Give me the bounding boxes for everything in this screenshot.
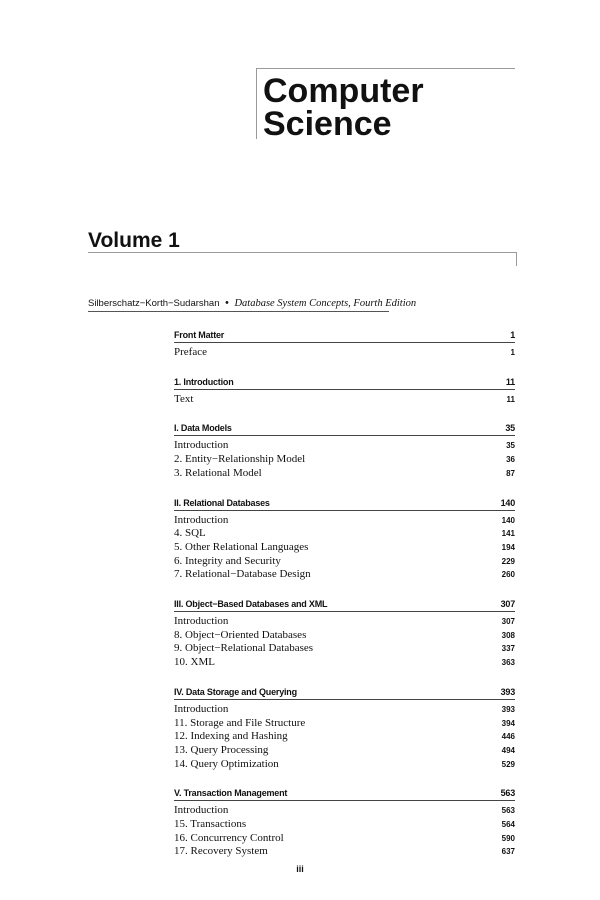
- toc-section-title: Front Matter: [174, 330, 225, 340]
- toc-section: [174, 598, 515, 670]
- toc-entry-label: 16. Concurrency Control: [174, 831, 284, 844]
- book-line: [88, 297, 417, 312]
- toc-entry-label: 12. Indexing and Hashing: [174, 730, 288, 743]
- toc-entry[interactable]: [174, 744, 515, 758]
- toc-entry-page: 393: [501, 704, 515, 714]
- toc-section-page: 307: [500, 599, 515, 610]
- toc-entry-page: 494: [501, 745, 515, 755]
- toc-entry-page: 363: [501, 658, 515, 668]
- volume-rule-tick: [516, 252, 517, 266]
- toc-entry-label: 7. Relational−Database Design: [174, 568, 311, 581]
- toc-entry-page: 141: [501, 529, 515, 539]
- toc-section: [174, 376, 515, 407]
- toc-section-heading[interactable]: [174, 376, 515, 390]
- toc-entry-page: 307: [501, 617, 515, 627]
- toc-entry-page: 308: [501, 630, 515, 640]
- toc-section-page: 393: [500, 686, 515, 697]
- toc-entry-page: 87: [506, 468, 515, 478]
- toc-entry-page: 564: [501, 820, 515, 830]
- toc-entry[interactable]: [174, 656, 515, 670]
- page-number: iii: [296, 864, 304, 874]
- book-authors: Silberschatz−Korth−Sudarshan: [88, 298, 220, 309]
- toc-entry-page: 563: [501, 806, 515, 816]
- toc-section-heading[interactable]: [174, 787, 515, 801]
- toc-section: [174, 686, 515, 772]
- toc-entry-label: 11. Storage and File Structure: [174, 716, 306, 729]
- toc-entry-label: 17. Recovery System: [174, 845, 268, 858]
- toc-entry-page: 229: [501, 556, 515, 566]
- title-line-1: Computer: [263, 72, 424, 110]
- toc-entry[interactable]: [174, 467, 515, 481]
- bullet-separator: •: [225, 298, 229, 309]
- toc-entry[interactable]: [174, 845, 515, 859]
- toc-entry[interactable]: [174, 615, 515, 629]
- page-title: [263, 72, 424, 143]
- toc-entry[interactable]: [174, 730, 515, 744]
- toc-section-heading[interactable]: [174, 422, 515, 436]
- toc-entry-page: 394: [501, 718, 515, 728]
- toc-entry-label: 2. Entity−Relationship Model: [174, 453, 306, 466]
- toc-entry-label: Text: [174, 392, 194, 405]
- toc-section-page: 563: [500, 788, 515, 799]
- toc-entry[interactable]: [174, 439, 515, 453]
- toc-entry-label: Introduction: [174, 439, 229, 452]
- toc-entry-page: 637: [501, 847, 515, 857]
- toc-entry-label: 14. Query Optimization: [174, 757, 279, 770]
- toc-section-heading[interactable]: [174, 686, 515, 700]
- toc-section: [174, 422, 515, 480]
- toc-entry-label: 6. Integrity and Security: [174, 554, 281, 567]
- toc-entry-page: 11: [506, 394, 515, 404]
- toc-section-page: 11: [505, 376, 515, 387]
- toc-section-heading[interactable]: [174, 329, 515, 343]
- toc-entry[interactable]: [174, 514, 515, 528]
- toc-entry[interactable]: [174, 568, 515, 582]
- book-title: Database System Concepts, Fourth Edition: [234, 298, 417, 309]
- toc-section-heading[interactable]: [174, 598, 515, 612]
- toc-entry[interactable]: [174, 541, 515, 555]
- toc-entry[interactable]: [174, 527, 515, 541]
- toc-entry-label: Introduction: [174, 615, 229, 628]
- toc-entry-label: 8. Object−Oriented Databases: [174, 628, 307, 641]
- toc-entry[interactable]: [174, 629, 515, 643]
- toc-entry[interactable]: [174, 642, 515, 656]
- toc-section-page: 35: [505, 423, 515, 434]
- toc-entry[interactable]: [174, 804, 515, 818]
- toc-entry-page: 36: [506, 455, 515, 465]
- toc-entry-label: Introduction: [174, 702, 229, 715]
- toc-section-heading[interactable]: [174, 497, 515, 511]
- toc-section-title: 1. Introduction: [174, 376, 234, 387]
- toc-entry-page: 140: [501, 515, 515, 525]
- table-of-contents: [174, 329, 515, 875]
- toc-entry-label: 4. SQL: [174, 527, 206, 540]
- toc-entry[interactable]: [174, 818, 515, 832]
- toc-entry-label: Preface: [174, 346, 207, 358]
- volume-rule: [88, 252, 516, 253]
- toc-section-title: I. Data Models: [174, 423, 232, 434]
- toc-entry-label: Introduction: [174, 804, 229, 817]
- toc-entry-label: 13. Query Processing: [174, 743, 269, 756]
- toc-section-title: II. Relational Databases: [174, 497, 270, 508]
- toc-entry-label: 5. Other Relational Languages: [174, 540, 309, 553]
- toc-entry-label: 10. XML: [174, 656, 215, 669]
- toc-section-title: IV. Data Storage and Querying: [174, 686, 297, 697]
- volume-heading: Volume 1: [88, 229, 180, 252]
- toc-entry-label: 15. Transactions: [174, 818, 247, 831]
- toc-entry-page: 529: [501, 759, 515, 769]
- toc-entry[interactable]: [174, 346, 515, 360]
- title-rule-vertical: [256, 69, 257, 139]
- toc-entry[interactable]: [174, 393, 515, 407]
- toc-section-title: V. Transaction Management: [174, 788, 288, 799]
- toc-section: [174, 787, 515, 859]
- toc-entry[interactable]: [174, 758, 515, 772]
- toc-section-page: 1: [510, 330, 515, 340]
- toc-entry-page: 194: [501, 542, 515, 552]
- title-block: [256, 68, 515, 143]
- toc-entry[interactable]: [174, 717, 515, 731]
- toc-entry[interactable]: [174, 832, 515, 846]
- toc-entry[interactable]: [174, 453, 515, 467]
- toc-section: [174, 329, 515, 360]
- toc-section-page: 140: [500, 497, 515, 508]
- toc-entry-page: 337: [501, 644, 515, 654]
- toc-entry-label: Introduction: [174, 513, 229, 526]
- title-line-2: Science: [263, 105, 392, 143]
- toc-entry-label: 9. Object−Relational Databases: [174, 642, 314, 655]
- toc-entry-page: 260: [501, 570, 515, 580]
- toc-section-title: III. Object−Based Databases and XML: [174, 599, 328, 610]
- toc-entry-page: 446: [501, 732, 515, 742]
- toc-entry[interactable]: [174, 703, 515, 717]
- toc-entry-page: 590: [501, 833, 515, 843]
- toc-entry-page: 35: [506, 441, 515, 451]
- toc-entry-label: 3. Relational Model: [174, 466, 262, 479]
- toc-entry-page: 1: [510, 348, 515, 357]
- toc-entry[interactable]: [174, 555, 515, 569]
- toc-section: [174, 497, 515, 583]
